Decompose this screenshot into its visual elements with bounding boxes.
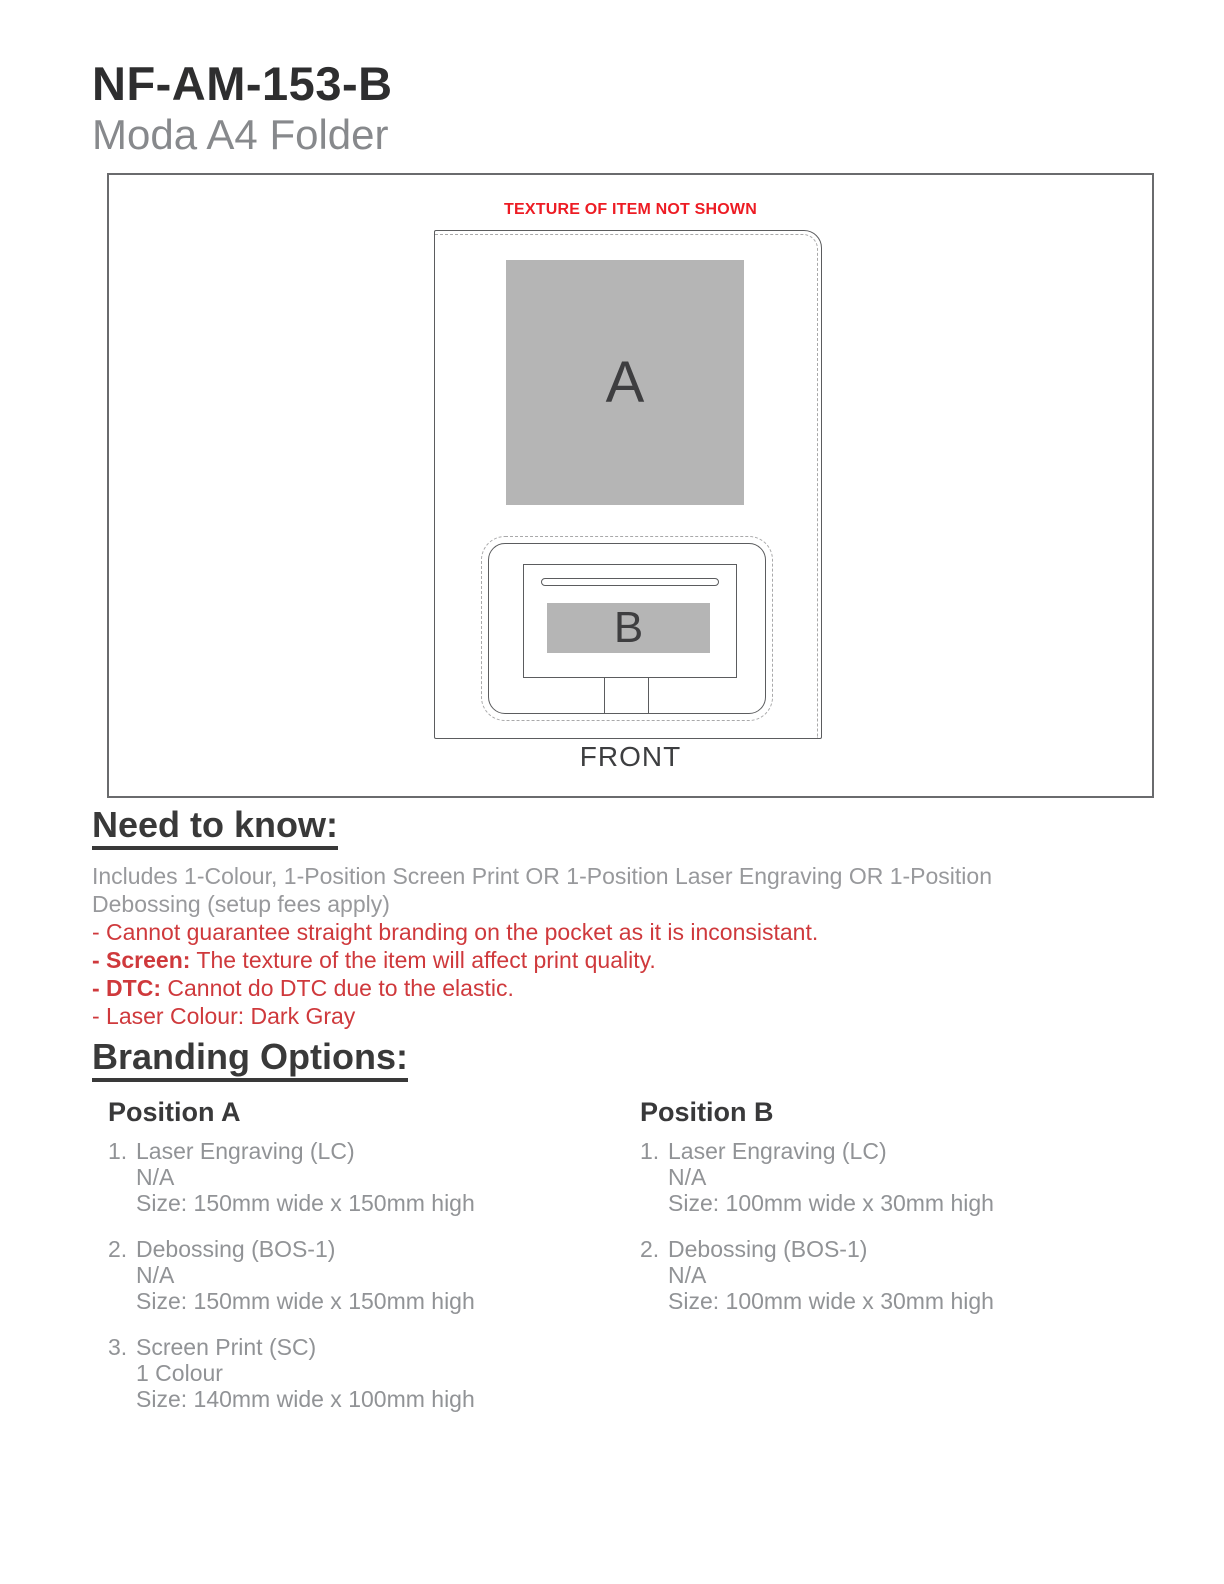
pocket-tab <box>604 678 649 714</box>
branding-option <box>640 1138 1172 1216</box>
note-text: The texture of the item will affect print quality. <box>190 947 656 973</box>
branding-option <box>108 1138 640 1216</box>
position-a-letter: A <box>605 350 645 415</box>
option-name: Screen Print (SC) <box>136 1334 317 1360</box>
note-line <box>92 974 1052 1002</box>
header <box>92 58 393 158</box>
option-size: Size: 140mm wide x 100mm high <box>136 1386 475 1412</box>
option-number: 3. <box>108 1334 128 1360</box>
option-body <box>668 1138 994 1216</box>
option-size: Size: 100mm wide x 30mm high <box>668 1288 994 1314</box>
note-bold-prefix: - Screen: <box>92 947 191 973</box>
option-size: Size: 100mm wide x 30mm high <box>668 1190 994 1216</box>
note-text: - Laser Colour: Dark Gray <box>92 1003 356 1029</box>
option-number: 1. <box>640 1138 660 1164</box>
product-code: NF-AM-153-B <box>92 57 393 110</box>
position-b-title: Position B <box>640 1097 774 1127</box>
option-detail: N/A <box>136 1164 175 1190</box>
branding-options-heading: Branding Options: <box>92 1038 408 1082</box>
branding-option <box>640 1236 1172 1314</box>
option-detail: 1 Colour <box>136 1360 223 1386</box>
note-bold-prefix: - DTC: <box>92 975 161 1001</box>
note-text: Cannot do DTC due to the elastic. <box>160 975 514 1001</box>
option-name: Laser Engraving (LC) <box>136 1138 355 1164</box>
option-size: Size: 150mm wide x 150mm high <box>136 1288 475 1314</box>
branding-column-position-b <box>640 1096 1172 1432</box>
option-body <box>136 1334 475 1412</box>
position-a-title: Position A <box>108 1097 241 1127</box>
branding-columns <box>92 1096 1172 1432</box>
need-to-know-notes <box>92 918 1052 1030</box>
option-body <box>668 1236 994 1314</box>
option-number: 1. <box>108 1138 128 1164</box>
option-name: Debossing (BOS-1) <box>668 1236 868 1262</box>
need-to-know-section <box>92 806 1052 1030</box>
option-body <box>136 1138 475 1216</box>
option-detail: N/A <box>668 1164 707 1190</box>
pocket-slot <box>541 578 719 586</box>
option-name: Debossing (BOS-1) <box>136 1236 336 1262</box>
note-line <box>92 946 1052 974</box>
position-b-letter: B <box>613 603 644 652</box>
note-line <box>92 918 1052 946</box>
need-to-know-heading: Need to know: <box>92 806 338 850</box>
branding-options-section <box>92 1038 1172 1432</box>
option-number: 2. <box>640 1236 660 1262</box>
branding-option <box>108 1236 640 1314</box>
need-to-know-intro: Includes 1-Colour, 1-Position Screen Print OR 1-Position Laser Engraving OR 1-Position Debossing (setup fees apply) <box>92 863 992 917</box>
option-body <box>136 1236 475 1314</box>
option-detail: N/A <box>136 1262 175 1288</box>
position-a-area <box>506 260 744 505</box>
option-size: Size: 150mm wide x 150mm high <box>136 1190 475 1216</box>
product-diagram-frame <box>107 173 1154 798</box>
branding-option <box>108 1334 640 1412</box>
branding-column-position-a <box>108 1096 640 1432</box>
option-number: 2. <box>108 1236 128 1262</box>
note-text: - Cannot guarantee straight branding on the pocket as it is inconsistant. <box>92 919 819 945</box>
option-detail: N/A <box>668 1262 707 1288</box>
option-name: Laser Engraving (LC) <box>668 1138 887 1164</box>
position-b-area <box>547 603 710 653</box>
note-line <box>92 1002 1052 1030</box>
texture-warning-text: TEXTURE OF ITEM NOT SHOWN <box>504 201 757 218</box>
product-name: Moda A4 Folder <box>92 110 389 158</box>
front-view-label: FRONT <box>579 741 682 772</box>
